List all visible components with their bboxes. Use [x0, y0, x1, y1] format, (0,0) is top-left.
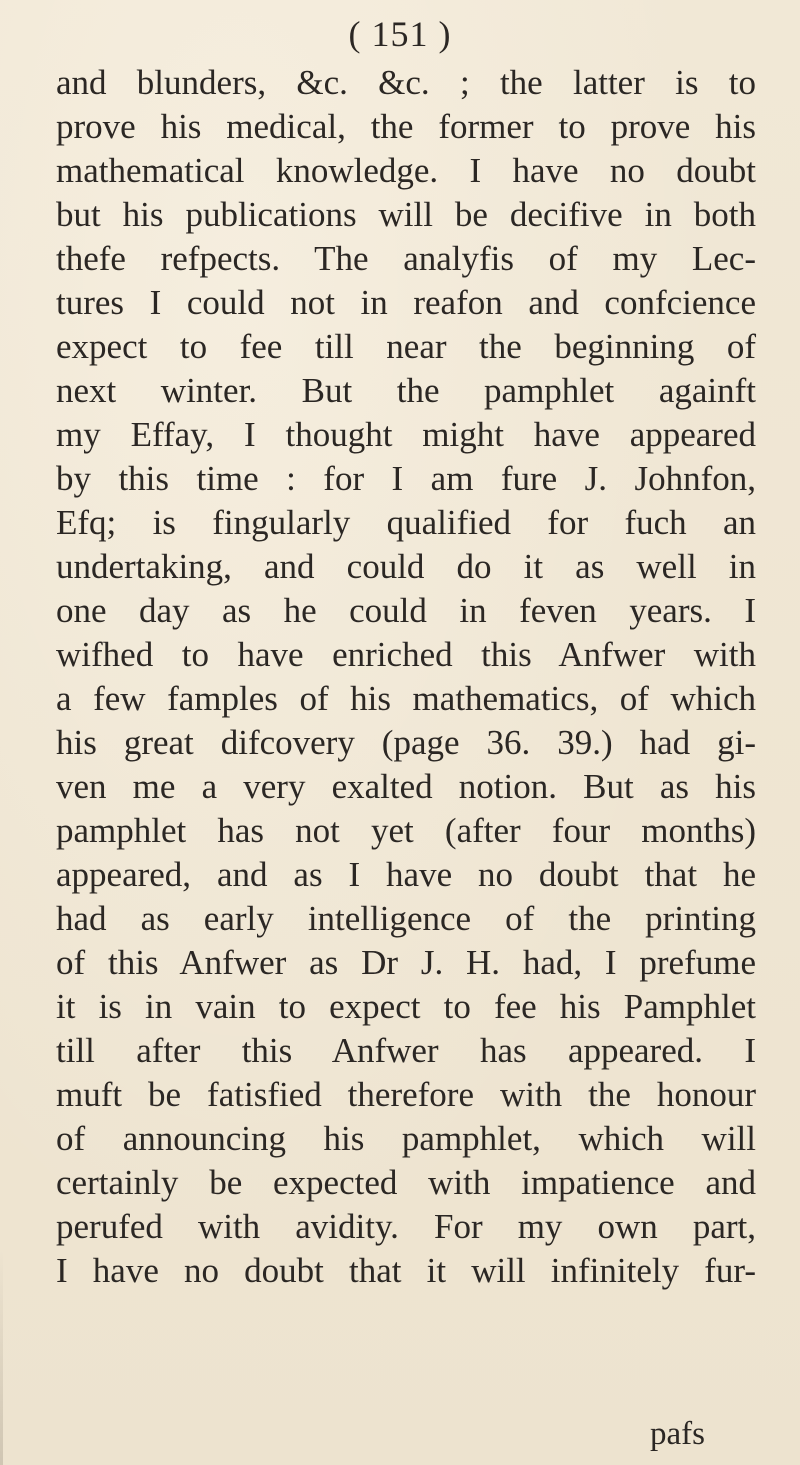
catchword: pafs [650, 1416, 705, 1452]
text-line: one day as he could in feven years. I [56, 591, 756, 630]
text-line: his great difcovery (page 36. 39.) had gi- [56, 723, 756, 762]
text-line: but his publications will be decifive in both [56, 195, 756, 234]
text-line: ven me a very exalted notion. But as his [56, 767, 756, 806]
page-number: ( 151 ) [348, 14, 452, 54]
text-line: and blunders, &c. &c. ; the latter is to [56, 63, 756, 102]
text-line: mathematical knowledge. I have no doubt [56, 151, 756, 190]
text-line: perufed with avidity. For my own part, [56, 1207, 756, 1246]
text-line: of announcing his pamphlet, which will [56, 1119, 756, 1158]
text-line: Efq; is fingularly qualified for fuch an [56, 503, 756, 542]
text-line: pamphlet has not yet (after four months) [56, 811, 756, 850]
text-line: by this time : for I am fure J. Johnfon, [56, 459, 756, 498]
text-line: expect to fee till near the beginning of [56, 327, 756, 366]
page-fold-shadow [0, 1250, 3, 1465]
text-line: had as early intelligence of the printing [56, 899, 756, 938]
text-line: tures I could not in reafon and confcience [56, 283, 756, 322]
text-line: certainly be expected with impatience and [56, 1163, 756, 1202]
text-line: thefe refpects. The analyfis of my Lec- [56, 239, 756, 278]
text-line: it is in vain to expect to fee his Pamphlet [56, 987, 756, 1026]
text-line: prove his medical, the former to prove his [56, 107, 756, 146]
text-line: of this Anfwer as Dr J. H. had, I prefume [56, 943, 756, 982]
text-line: my Effay, I thought might have appeared [56, 415, 756, 454]
text-line: a few famples of his mathematics, of which [56, 679, 756, 718]
text-line: I have no doubt that it will infinitely fur- [56, 1251, 756, 1290]
text-line: next winter. But the pamphlet againft [56, 371, 756, 410]
body-text [56, 61, 756, 1293]
text-line: wifhed to have enriched this Anfwer with [56, 635, 756, 674]
text-line: till after this Anfwer has appeared. I [56, 1031, 756, 1070]
text-line: appeared, and as I have no doubt that he [56, 855, 756, 894]
text-line: undertaking, and could do it as well in [56, 547, 756, 586]
text-line: muft be fatisfied therefore with the honour [56, 1075, 756, 1114]
